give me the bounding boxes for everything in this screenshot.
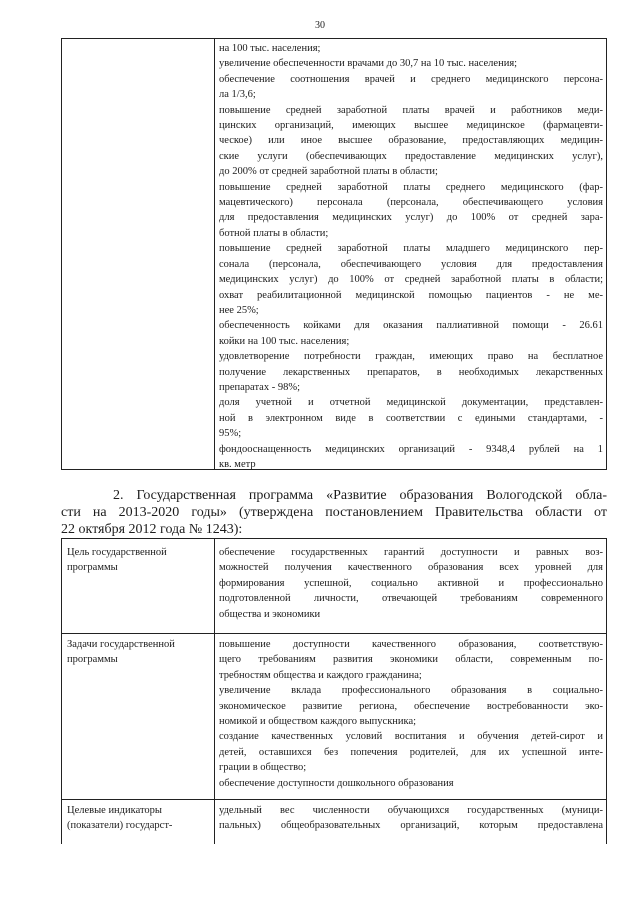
text-line: ла 1/3,6;	[219, 89, 256, 101]
text-line: номикой и обществом каждого выпускника;	[219, 716, 417, 728]
heading-line-2: сти на 2013-2020 годы» (утверждена постановлением Правительства области от	[61, 505, 607, 520]
text-line: получение лекарственных препаратов, в необходимых лекарственных	[219, 366, 603, 378]
text-line: подготовленной личности, отвечающей требованиям современного	[219, 593, 603, 605]
text-line: ной в электронном виде в соответствии с едиными стандартами, -	[219, 412, 603, 424]
column-divider	[214, 39, 215, 469]
text-line: пальных) общеобразовательных организаций, которым предоставлена	[219, 820, 603, 832]
text-line: препаратах - 98%;	[219, 381, 300, 393]
tasks-label	[67, 637, 210, 668]
text-line: общества и экономики	[219, 608, 321, 620]
goal-value	[219, 545, 603, 622]
label-line: программы	[67, 654, 118, 666]
goal-label	[67, 545, 210, 576]
indicators-cell	[219, 41, 603, 472]
text-line: медицинских услуг) до 100% от средней заработной платы в области;	[219, 274, 603, 286]
text-line: обеспечение государственных гарантий доступности и равных воз-	[219, 547, 603, 558]
text-line: обеспеченность койками для оказания паллиативной помощи - 26.61	[219, 320, 603, 332]
label-line: программы	[67, 562, 118, 574]
text-line: койки на 100 тыс. населения;	[219, 335, 350, 347]
text-line: требностям общества и каждого гражданина;	[219, 669, 422, 681]
text-line: удовлетворение потребности граждан, имеющих право на бесплатное	[219, 351, 603, 363]
text-line: цинских организаций, имеющих высшее медицинское (фармацевти-	[219, 120, 603, 132]
text-line: детей, оставшихся без попечения родителей, для их успешной инте-	[219, 746, 603, 758]
text-line: охват реабилитационной медицинской помощью пациентов - не ме-	[219, 289, 603, 301]
text-line: повышение средней заработной платы среднего медицинского (фар-	[219, 181, 603, 193]
text-line: создание качественных условий воспитания и обучения детей-сирот и	[219, 731, 603, 743]
text-line: увеличение обеспеченности врачами до 30,7 на 10 тыс. населения;	[219, 58, 518, 70]
text-line: для предоставления медицинских услуг) до 100% от средней зара-	[219, 212, 603, 224]
row-divider	[62, 799, 606, 800]
text-line: увеличение вклада профессионального образования в социально-	[219, 685, 603, 697]
text-line: 95%;	[219, 428, 242, 440]
heading-line	[61, 487, 607, 504]
text-line: нее 25%;	[219, 304, 259, 316]
section-heading	[61, 487, 607, 538]
text-line: можностей получения качественного образования всех уровней для	[219, 562, 603, 574]
text-line: фондооснащенность медицинских организаций - 9348,4 рублей на 1	[219, 443, 603, 455]
heading-line-3: 22 октября 2012 года № 1243):	[61, 522, 243, 537]
text-line: сонала (персонала, обеспечивающего условия для предоставления	[219, 258, 603, 270]
indicators-value	[219, 803, 603, 834]
text-line: ботной платы в области;	[219, 227, 329, 239]
text-line: мацевтического) персонала (персонала, обеспечивающего условия	[219, 197, 603, 209]
text-line: ческое) или иное высшее образование, предоставляющих медицин-	[219, 135, 603, 147]
text-line: обеспечение доступности дошкольного образования	[219, 777, 454, 789]
health-indicators-table-continuation	[61, 38, 607, 470]
text-line: экономическое развитие региона, обеспечение востребованности эко-	[219, 700, 603, 712]
text-line: повышение доступности качественного образования, соответствую-	[219, 639, 603, 650]
text-line: обеспечение соотношения врачей и среднего медицинского персона-	[219, 73, 603, 85]
label-line: (показатели) государст-	[67, 820, 173, 832]
label-line: Цель государственной	[67, 547, 167, 558]
text-line: кв. метр	[219, 458, 256, 470]
heading-line-1: 2. Государственная программа «Развитие образования Вологодской обла-	[113, 488, 607, 503]
education-program-table	[61, 538, 607, 844]
text-line: доля учетной и отчетной медицинской документации, представлен-	[219, 397, 603, 409]
text-line: удельный вес численности обучающихся государственных (муници-	[219, 805, 603, 816]
label-line: Задачи государственной	[67, 639, 175, 650]
text-line: повышение средней заработной платы младшего медицинского пер-	[219, 243, 603, 255]
row-divider	[62, 633, 606, 634]
text-line: грации в общество;	[219, 762, 307, 774]
text-line: формирования успешной, социально активной и профессионально	[219, 577, 603, 589]
text-line: повышение средней заработной платы врачей и работников меди-	[219, 104, 603, 116]
page-number: 30	[315, 20, 325, 31]
tasks-value	[219, 637, 603, 791]
text-line: до 200% от средней заработной платы в области;	[219, 166, 438, 178]
text-line: щего требованиям развития экономики области, современным по-	[219, 654, 603, 666]
indicators-label	[67, 803, 210, 834]
text-line: на 100 тыс. населения;	[219, 43, 321, 54]
label-line: Целевые индикаторы	[67, 805, 162, 816]
text-line: ские услуги (обеспечивающих предоставление медицинских услуг),	[219, 150, 603, 162]
